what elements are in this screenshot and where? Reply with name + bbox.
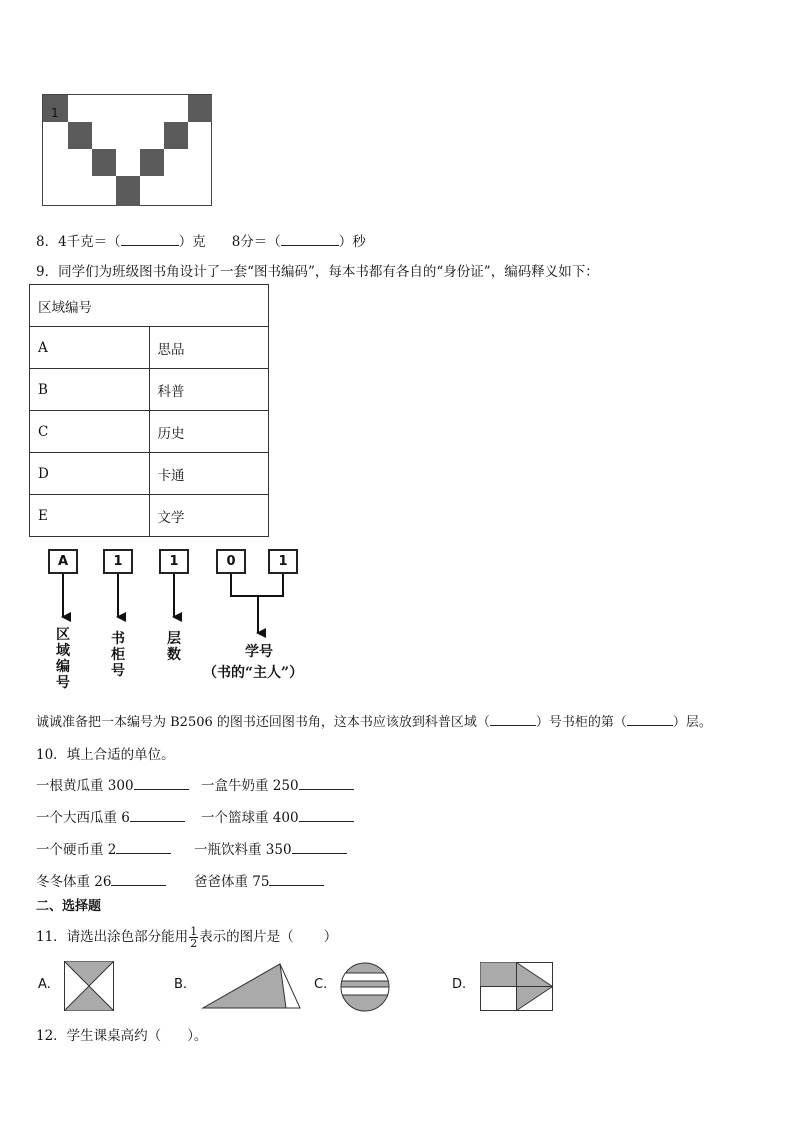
code-box-area: A [48,549,78,574]
code-box-student-1: 0 [216,549,246,574]
table-cell: B [30,369,150,411]
answer-blank[interactable] [299,808,354,822]
code-box-student-2: 1 [268,549,298,574]
option-d-figure[interactable] [480,962,553,1012]
pattern-start-label: 1 [51,106,59,120]
section-title: 二、选择题 [36,899,102,914]
code-box-layer: 1 [159,549,189,574]
question-9-intro: 9．同学们为班级图书角设计了一套“图书编码”，每本书都有各自的“身份证”，编码释义如下： [36,264,599,280]
answer-blank[interactable] [292,840,347,854]
table-cell: 卡通 [149,453,269,495]
table-cell: E [30,495,150,537]
unit-item: 一个篮球重 400 [201,806,354,826]
unit-item: 一个大西瓜重 6 [36,806,185,826]
label-book-owner: （书的“主人”） [203,665,304,681]
table-cell: A [30,327,150,369]
option-d-label[interactable]: D. [452,977,467,992]
table-cell: D [30,453,150,495]
answer-blank[interactable] [111,872,166,886]
unit-item: 冬冬体重 26 [36,870,166,890]
answer-blank[interactable] [627,712,673,726]
question-8: 8．4千克＝（ ）克 8分＝（ ）秒 [36,234,366,250]
label-shelf-number: 书柜号 [111,631,125,679]
label-area-code: 区域编号 [56,627,70,691]
question-12: 12．学生课桌高约（ ）。 [36,1028,208,1044]
table-cell: C [30,411,150,453]
option-c-figure[interactable] [340,962,390,1012]
option-b-label[interactable]: B. [174,977,188,992]
option-b-figure[interactable] [202,963,302,1011]
label-layer-number: 层数 [167,631,181,663]
answer-blank[interactable] [490,712,536,726]
answer-blank[interactable] [130,808,185,822]
label-student-number: 学号 [245,644,273,660]
fraction: $\frac{1}{2}$ [190,925,198,950]
answer-blank[interactable] [299,776,354,790]
unit-item: 爸爸体重 75 [194,870,324,890]
table-cell: 思品 [149,327,269,369]
answer-blank[interactable] [134,776,189,790]
question-9-text: 诚诚准备把一本编号为 B2506 的图书还回图书角，这本书应该放到科普区域（ ）号书柜的第（ ）层。 [36,711,712,730]
option-a-label[interactable]: A. [38,977,51,992]
question-10-title: 10．填上合适的单位。 [36,747,175,763]
answer-blank[interactable] [116,840,171,854]
code-box-shelf: 1 [103,549,133,574]
table-cell: 历史 [149,411,269,453]
table-cell: 文学 [149,495,269,537]
unit-item: 一个硬币重 2 [36,838,171,858]
unit-item: 一根黄瓜重 300 [36,774,189,794]
question-11: 11．请选出涂色部分能用 $\frac{1}{2}$ 表示的图片是（ ） [36,925,338,950]
option-a-figure[interactable] [64,961,114,1011]
unit-item: 一盒牛奶重 250 [201,774,354,794]
option-c-label[interactable]: C. [314,977,328,992]
answer-blank[interactable] [269,872,324,886]
table-cell: 科普 [149,369,269,411]
unit-item: 一瓶饮料重 350 [194,838,347,858]
table-header: 区域编号 [30,285,269,327]
